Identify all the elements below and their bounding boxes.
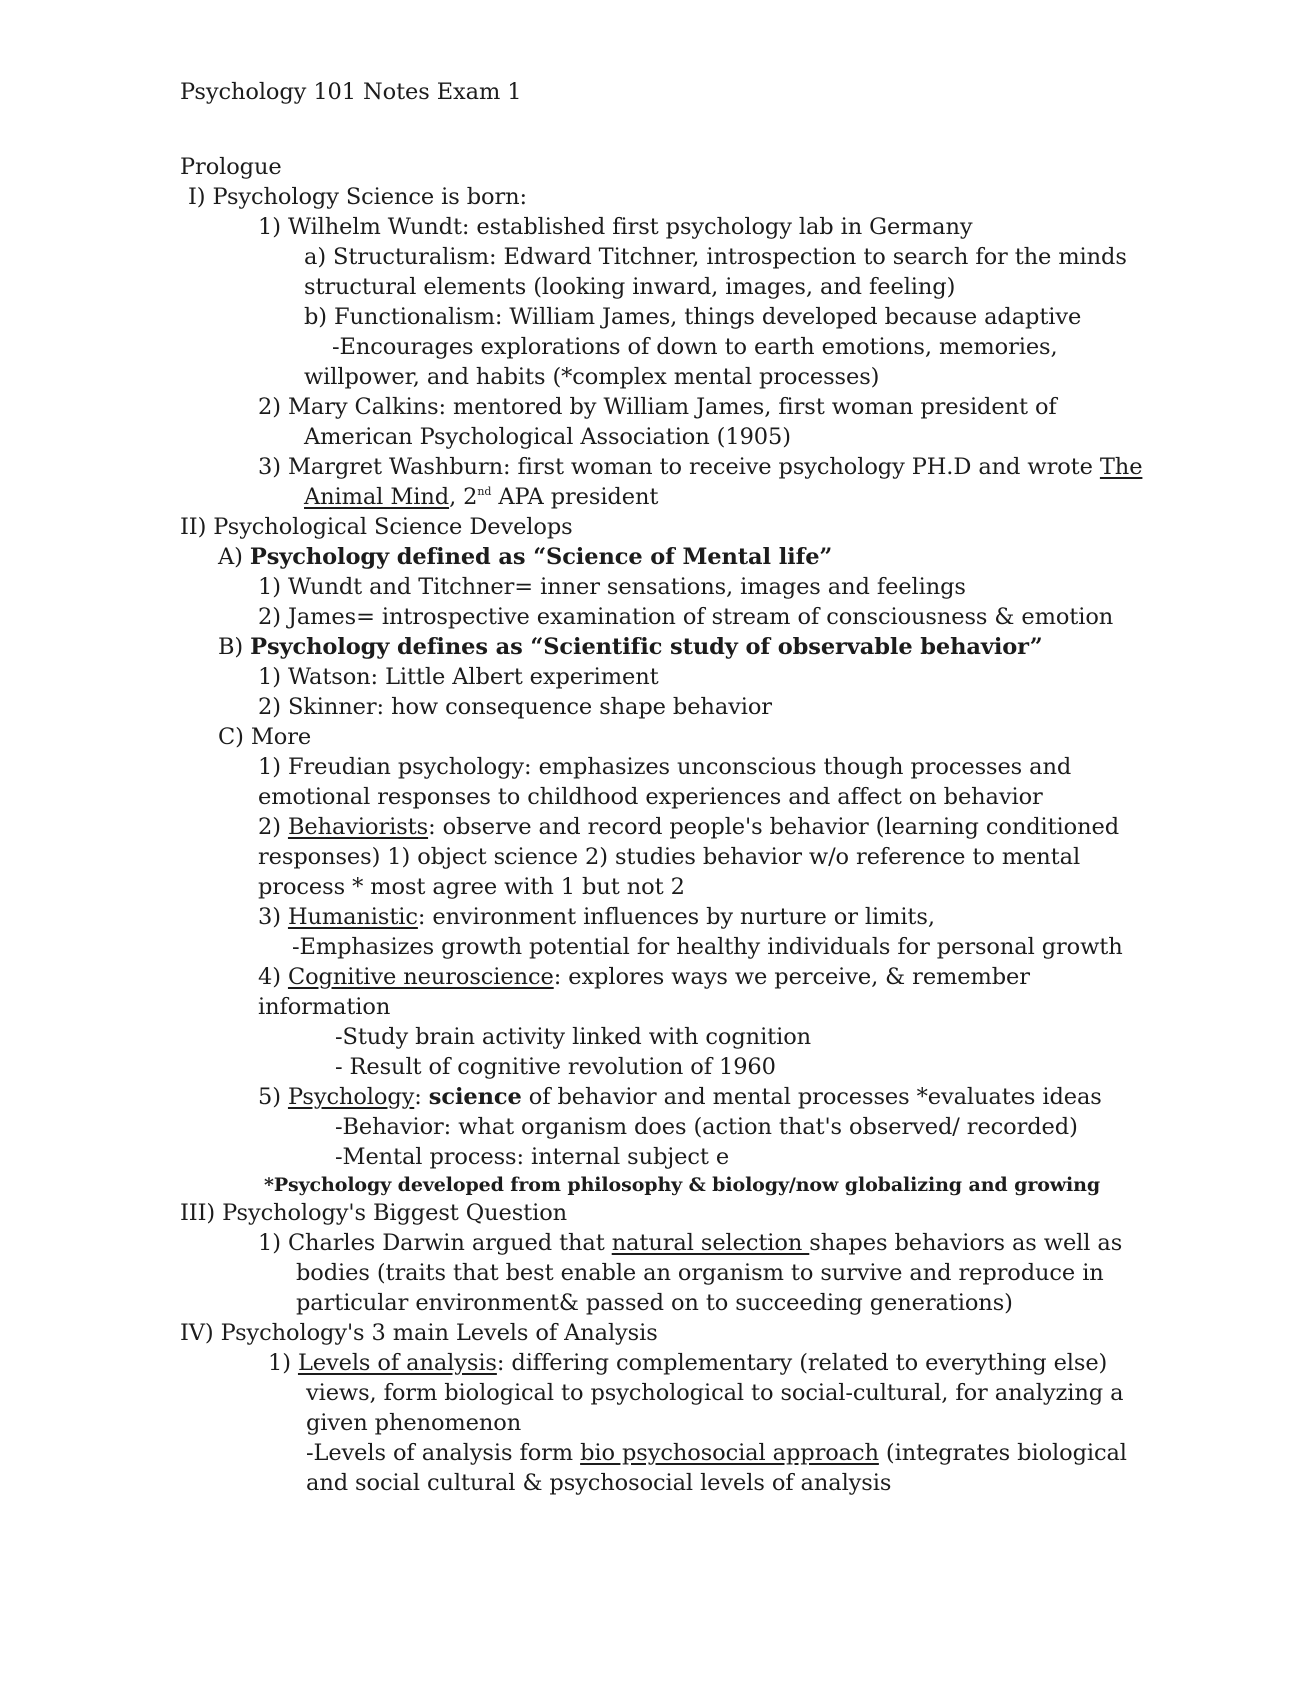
humanistic-line-1 (258, 902, 935, 932)
wundt-item: 1) Wilhelm Wundt: established first psychology lab in Germany (258, 214, 973, 240)
levels-line-1 (268, 1348, 1107, 1378)
summary-note: *Psychology developed from philosophy & biology/now globalizing and growing (264, 1174, 1101, 1196)
num: 3) (258, 904, 288, 930)
humanistic-line-2: -Emphasizes growth potential for healthy individuals for personal growth (292, 934, 1123, 960)
washburn-text: 3) Margret Washburn: first woman to receive psychology PH.D and wrote (258, 454, 1100, 480)
darwin-line-2: bodies (traits that best enable an organism to survive and reproduce in (296, 1260, 1104, 1286)
ordinal-suffix: nd (477, 485, 492, 498)
cognitive-line-3: -Study brain activity linked with cognition (335, 1024, 812, 1050)
text: -Levels of analysis form (306, 1440, 581, 1466)
washburn-line-1 (258, 452, 1142, 482)
behaviorists-line-3: process * most agree with 1 but not 2 (258, 874, 685, 900)
washburn-ordinal: , 2 (449, 484, 478, 510)
washburn-line-2 (304, 482, 658, 512)
book-title-part-2: Animal Mind (304, 484, 450, 510)
definition-b-item-2: 2) Skinner: how consequence shape behavior (258, 694, 772, 720)
psychology-def-line-2: -Behavior: what organism does (action that's observed/ recorded) (335, 1114, 1078, 1140)
structuralism-line-1: a) Structuralism: Edward Titchner, introspection to search for the minds (304, 244, 1127, 270)
definition-b-item-1: 1) Watson: Little Albert experiment (258, 664, 659, 690)
definition-b-text: Psychology defines as “Scientific study of observable behavior” (250, 634, 1043, 660)
label-a: A) (218, 544, 250, 570)
freudian-line-1: 1) Freudian psychology: emphasizes unconscious though processes and (258, 754, 1072, 780)
freudian-line-2: emotional responses to childhood experiences and affect on behavior (258, 784, 1043, 810)
functionalism-line-3: willpower, and habits (*complex mental processes) (304, 364, 880, 390)
cognitive-line-4: - Result of cognitive revolution of 1960 (335, 1054, 776, 1080)
calkins-line-1: 2) Mary Calkins: mentored by William James, first woman president of (258, 394, 1057, 420)
behaviorists-line-2: responses) 1) object science 2) studies behavior w/o reference to mental (258, 844, 1081, 870)
text: : differing complementary (related to everything else) (496, 1350, 1108, 1376)
label-b: B) (218, 634, 251, 660)
functionalism-line-2: -Encourages explorations of down to earth emotions, memories, (332, 334, 1058, 360)
definition-a-item-2: 2) James= introspective examination of stream of consciousness & emotion (258, 604, 1114, 630)
psychology-def-line-3: -Mental process: internal subject e (335, 1144, 730, 1170)
behaviorists-line-1 (258, 812, 1119, 842)
prologue-heading: Prologue (180, 154, 282, 180)
calkins-line-2: American Psychological Association (1905) (304, 424, 791, 450)
term-science: science (428, 1084, 522, 1110)
num: 1) (268, 1350, 298, 1376)
definition-a-text: Psychology defined as “Science of Mental life” (249, 544, 833, 570)
num: 2) (258, 814, 288, 840)
functionalism-line-1: b) Functionalism: William James, things developed because adaptive (304, 304, 1082, 330)
washburn-tail: APA president (491, 484, 659, 510)
darwin-line-3: particular environment& passed on to succeeding generations) (296, 1290, 1013, 1316)
cognitive-line-1 (258, 962, 1030, 992)
levels-line-4 (306, 1438, 1127, 1468)
text: : explores ways we perceive, & remember (553, 964, 1030, 990)
text-tail: (integrates biological (878, 1440, 1127, 1466)
darwin-line-1 (258, 1228, 1122, 1258)
section-1-heading: I) Psychology Science is born: (188, 184, 528, 210)
section-3-heading: III) Psychology's Biggest Question (180, 1200, 568, 1226)
term-cognitive-neuroscience: Cognitive neuroscience (287, 964, 554, 990)
text: : observe and record people's behavior (learning conditioned (428, 814, 1120, 840)
document-title: Psychology 101 Notes Exam 1 (180, 79, 522, 105)
definition-a (218, 542, 832, 572)
definition-b (218, 632, 1043, 662)
term-natural-selection: natural selection (611, 1230, 810, 1256)
term-biopsychosocial: bio psychosocial approach (580, 1440, 879, 1466)
levels-line-3: given phenomenon (306, 1410, 522, 1436)
book-title-part-1: The (1099, 454, 1143, 480)
colon: : (414, 1084, 429, 1110)
text: : environment influences by nurture or limits, (417, 904, 935, 930)
levels-line-5: and social cultural & psychosocial levels of analysis (306, 1470, 892, 1496)
section-2-heading: II) Psychological Science Develops (180, 514, 573, 540)
term-psychology: Psychology (287, 1084, 415, 1110)
text: 1) Charles Darwin argued that (258, 1230, 612, 1256)
num: 4) (258, 964, 288, 990)
term-levels-of-analysis: Levels of analysis (297, 1350, 497, 1376)
text: of behavior and mental processes *evaluates ideas (521, 1084, 1102, 1110)
psychology-def-line-1 (258, 1082, 1102, 1112)
levels-line-2: views, form biological to psychological to social-cultural, for analyzing a (306, 1380, 1124, 1406)
term-humanistic: Humanistic (287, 904, 418, 930)
structuralism-line-2: structural elements (looking inward, images, and feeling) (304, 274, 956, 300)
text-tail: shapes behaviors as well as (809, 1230, 1123, 1256)
more-heading: C) More (218, 724, 312, 750)
section-4-heading: IV) Psychology's 3 main Levels of Analysis (180, 1320, 658, 1346)
term-behaviorists: Behaviorists (287, 814, 429, 840)
num: 5) (258, 1084, 288, 1110)
definition-a-item-1: 1) Wundt and Titchner= inner sensations, images and feelings (258, 574, 966, 600)
cognitive-line-2: information (258, 994, 391, 1020)
